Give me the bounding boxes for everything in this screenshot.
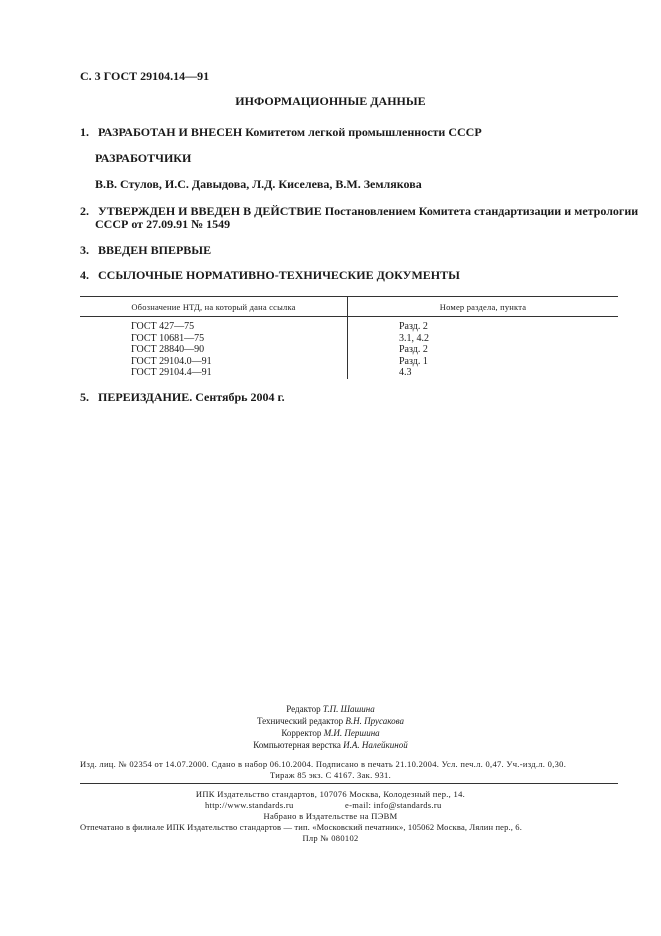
credit-layout [0,740,661,750]
section-text: Постановлением Комитета стандартизации и метрологии [324,204,639,218]
table-row [80,317,618,333]
table-row [80,344,618,356]
ntd-reference-table [80,296,618,379]
table-row [80,356,618,368]
section-number: 4. [80,268,89,282]
section-number: 5. [80,390,89,404]
section-number: 1. [80,125,89,139]
section-number: 3. [80,243,89,257]
credit-label: Корректор [281,728,322,738]
credit-person: М.И. Першина [323,728,380,738]
section-caption: ССЫЛОЧНЫЕ НОРМАТИВНО-ТЕХНИЧЕСКИЕ ДОКУМЕНТЫ [98,268,460,282]
credit-editor [0,704,661,714]
developers-heading: РАЗРАБОТЧИКИ [95,151,192,165]
section-4 [80,268,460,283]
ntd-ref-cell: Разд. 1 [399,355,428,367]
ntd-ref-cell: 4.3 [399,367,412,378]
imprint-line-2: Тираж 85 экз. С 4167. Зак. 931. [269,770,392,780]
publisher-email: e-mail: info@standards.ru [345,800,442,810]
page-header: С. 3 ГОСТ 29104.14—91 [80,69,210,83]
section-3 [80,243,211,258]
credit-person: В.Н. Прусакова [345,716,405,726]
section-2-continuation: СССР от 27.09.91 № 1549 [95,217,231,231]
section-caption: ВВЕДЕН ВПЕРВЫЕ [98,243,212,257]
ntd-col-header-doc: Обозначение НТД, на который дана ссылка [80,297,348,317]
ntd-col-header-ref: Номер раздела, пункта [348,297,619,317]
credit-proofreader [0,728,661,738]
ntd-doc-cell: ГОСТ 10681—75 [80,333,348,345]
credit-label: Компьютерная верстка [253,740,341,750]
section-number: 2. [80,204,89,218]
section-caption: РАЗРАБОТАН И ВНЕСЕН [98,125,243,139]
developers-list: В.В. Стулов, И.С. Давыдова, Л.Д. Киселева, В.М. Землякова [95,177,422,191]
credit-tech-editor [0,716,661,726]
page-title: ИНФОРМАЦИОННЫЕ ДАННЫЕ [235,94,426,108]
ntd-ref-cell: 3.1, 4.2 [399,332,429,344]
imprint-line-1: Изд. лиц. № 02354 от 14.07.2000. Сдано в набор 06.10.2004. Подписано в печать 21.10.2004. Усл. печ.л. 0,47. Уч.-изд.л. 0,30. [80,759,567,769]
typeset-note: Набрано в Издательстве на ПЭВМ [263,811,398,821]
section-1 [80,125,482,140]
publisher-address: ИПК Издательство стандартов, 107076 Москва, Колодезный пер., 14. [195,789,466,799]
publisher-website: http://www.standards.ru [205,800,294,810]
plr-number: Плр № 080102 [302,833,359,843]
printer-note: Отпечатано в филиале ИПК Издательство стандартов — тип. «Московский печатник», 105062 Москва, Лялин пер., 6. [80,822,522,832]
credit-label: Редактор [286,704,321,714]
section-5 [80,390,285,405]
ntd-doc-cell: ГОСТ 29104.0—91 [80,356,348,368]
divider [80,783,618,784]
section-caption: ПЕРЕИЗДАНИЕ. Сентябрь 2004 г. [98,390,285,404]
ntd-doc-cell: ГОСТ 28840—90 [80,344,348,356]
credit-person: И.А. Налейкиной [343,740,408,750]
ntd-ref-cell: Разд. 2 [399,344,428,355]
table-row [80,333,618,345]
credit-label: Технический редактор [256,716,344,726]
section-caption: УТВЕРЖДЕН И ВВЕДЕН В ДЕЙСТВИЕ [98,204,322,218]
credit-person: Т.П. Шашина [322,704,375,714]
table-row [80,367,618,379]
ntd-doc-cell: ГОСТ 29104.4—91 [80,367,348,379]
ntd-doc-cell: ГОСТ 427—75 [80,317,348,333]
ntd-ref-cell: Разд. 2 [399,321,428,332]
section-text: Комитетом легкой промышленности СССР [245,125,482,139]
